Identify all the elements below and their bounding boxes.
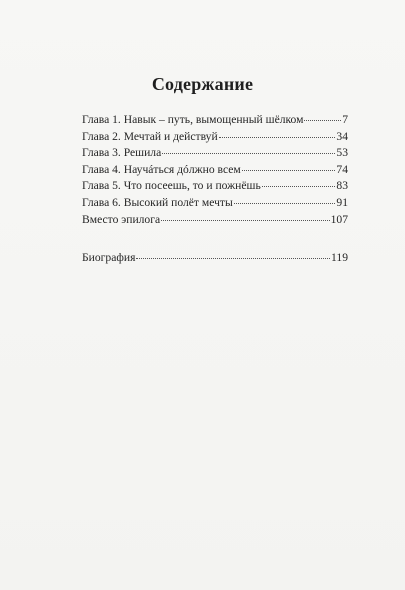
- dot-leader: [161, 220, 329, 221]
- dot-leader: [304, 120, 341, 121]
- toc-entry-label: Глава 3. Решила: [82, 146, 162, 160]
- toc-entry-page: 34: [336, 129, 348, 143]
- toc-entry-chapter-1: [82, 112, 348, 129]
- toc-title: Содержание: [151, 74, 254, 94]
- dot-leader: [136, 258, 330, 259]
- toc-entry-page: 119: [331, 251, 348, 265]
- toc-entry-label: Глава 6. Высокий полёт мечты: [82, 195, 233, 209]
- toc-entry-biography: [82, 250, 348, 267]
- dot-leader: [242, 170, 336, 171]
- toc-entry-page: 53: [336, 146, 348, 160]
- toc-entry-label: Биография: [82, 251, 136, 265]
- toc-entry-chapter-3: [82, 145, 348, 162]
- toc-entry-page: 91: [336, 195, 348, 209]
- toc-entry-label: Глава 2. Мечтай и действуй: [82, 129, 218, 143]
- table-of-contents: [82, 112, 348, 267]
- toc-entry-epilogue: [82, 212, 348, 229]
- toc-entry-label: Вместо эпилога: [82, 212, 161, 226]
- toc-entry-label: Глава 1. Навык – путь, вымощенный шёлком: [82, 113, 304, 126]
- toc-entry-label: Глава 4. Научáться дóлжно всем: [82, 162, 241, 176]
- dot-leader: [219, 137, 336, 138]
- toc-entry-chapter-2: [82, 129, 348, 146]
- toc-entry-page: 7: [342, 113, 348, 126]
- toc-entry-label: Глава 5. Что посеешь, то и пожнёшь: [82, 179, 261, 193]
- toc-entry-chapter-4: [82, 162, 348, 179]
- toc-entry-page: 83: [336, 179, 348, 193]
- dot-leader: [262, 186, 336, 187]
- dot-leader: [234, 203, 336, 204]
- toc-entry-chapter-5: [82, 178, 348, 195]
- toc-entry-page: 107: [330, 212, 348, 226]
- toc-entry-chapter-6: [82, 195, 348, 212]
- dot-leader: [162, 153, 335, 154]
- toc-entry-page: 74: [336, 162, 348, 176]
